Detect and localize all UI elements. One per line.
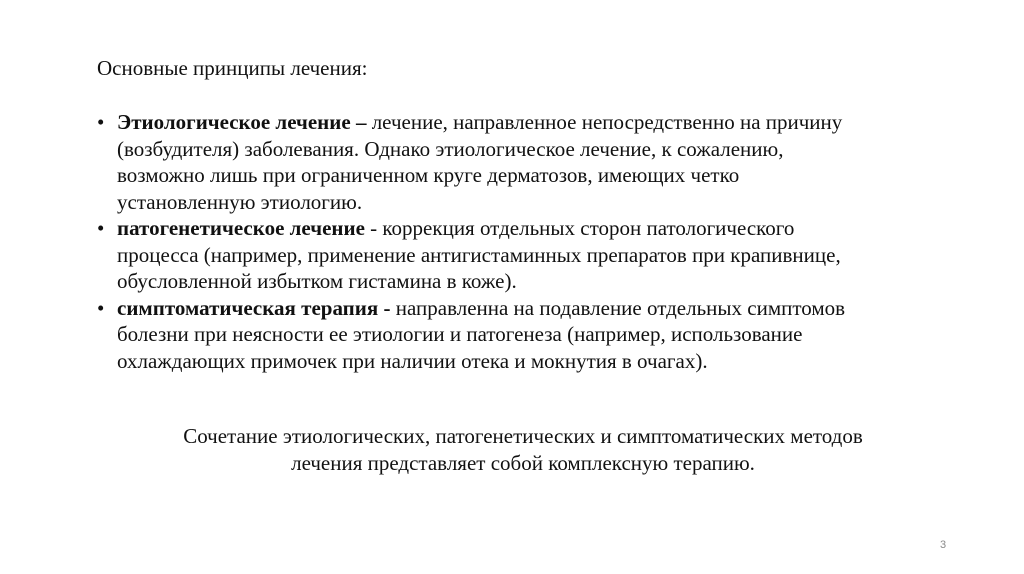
list-item-line: установленную этиологию. [117,189,363,214]
list-item-term: патогенетическое лечение [117,216,365,240]
principles-list [97,109,957,374]
list-item-line [117,109,957,136]
list-item-text: лечение, направленное непосредственно на причину [366,110,843,134]
list-item-text: направленна на подавление отдельных симптомов [390,295,846,320]
bullet-icon: • [97,216,105,240]
list-item-etiological [97,109,957,215]
list-item-line: болезни при неясности ее этиологии и патогенеза (например, использование [117,322,803,346]
summary-line: лечения представляет собой комплексную терапию. [291,451,755,475]
summary-paragraph [0,423,1024,477]
list-item-line: (возбудителя) заболевания. Однако этиологическое лечение, к сожалению, [117,136,784,161]
list-item-line [117,215,957,242]
list-item-symptomatic [97,295,957,375]
list-item-line: охлаждающих примочек при наличии отека и мокнутия в очагах). [117,348,708,373]
list-item-pathogenetic [97,215,957,295]
bullet-icon: • [97,110,105,134]
list-item-term: симптоматическая терапия - [117,295,391,320]
list-item-term: Этиологическое лечение – [117,110,367,134]
slide-heading: Основные принципы лечения: [97,56,368,80]
list-item-line: обусловленной избытком гистамина в коже). [117,269,517,293]
page-number: 3 [940,539,947,551]
summary-line: Сочетание этиологических, патогенетических и симптоматических методов [183,424,863,448]
list-item-line: процесса (например, применение антигистаминных препаратов при крапивнице, [117,242,841,267]
list-item-line [117,295,957,322]
bullet-icon: • [97,295,105,320]
list-item-line: возможно лишь при ограниченном круге дерматозов, имеющих четко [117,163,740,187]
list-item-text: - коррекция отдельных сторон патологического [364,216,795,240]
